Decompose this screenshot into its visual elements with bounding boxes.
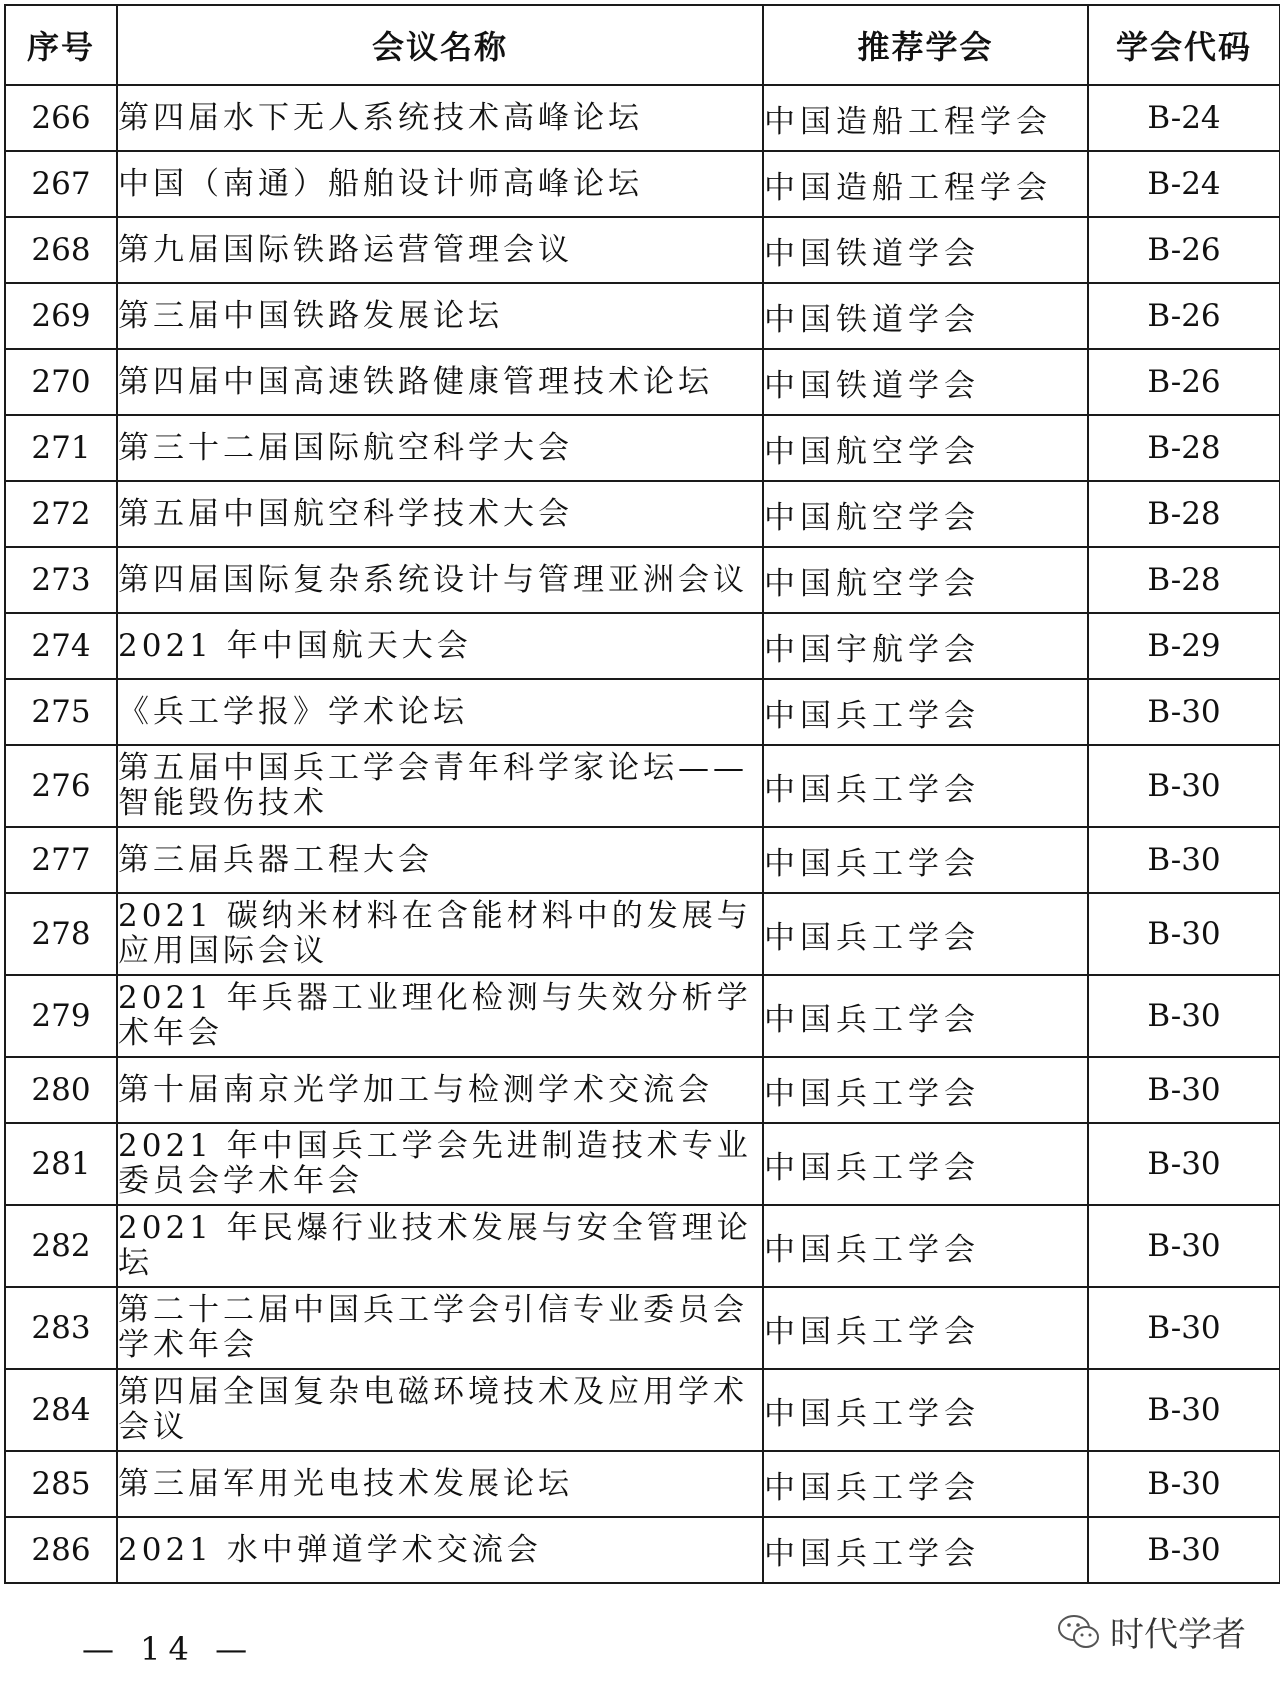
- cell-society: 中国兵工学会: [763, 975, 1088, 1057]
- cell-name: 第四届全国复杂电磁环境技术及应用学术会议: [117, 1369, 763, 1451]
- cell-society: 中国兵工学会: [763, 1287, 1088, 1369]
- cell-code: B-30: [1088, 1369, 1280, 1451]
- table-row: [5, 85, 1280, 151]
- cell-code: B-30: [1088, 1057, 1280, 1123]
- table-row: [5, 679, 1280, 745]
- header-code: 学会代码: [1088, 5, 1280, 85]
- cell-code: B-30: [1088, 679, 1280, 745]
- cell-no: 282: [5, 1205, 117, 1287]
- cell-name: 中国（南通）船舶设计师高峰论坛: [117, 151, 763, 217]
- header-no: 序号: [5, 5, 117, 85]
- table-row: [5, 613, 1280, 679]
- cell-no: 276: [5, 745, 117, 827]
- table-row: [5, 1451, 1280, 1517]
- cell-society: 中国兵工学会: [763, 1369, 1088, 1451]
- cell-no: 279: [5, 975, 117, 1057]
- cell-name: 第三届中国铁路发展论坛: [117, 283, 763, 349]
- table-header-row: [5, 5, 1280, 85]
- cell-no: 275: [5, 679, 117, 745]
- cell-name: 2021 年中国兵工学会先进制造技术专业委员会学术年会: [117, 1123, 763, 1205]
- cell-society: 中国兵工学会: [763, 1517, 1088, 1583]
- cell-society: 中国铁道学会: [763, 217, 1088, 283]
- cell-name: 第二十二届中国兵工学会引信专业委员会学术年会: [117, 1287, 763, 1369]
- cell-society: 中国铁道学会: [763, 349, 1088, 415]
- table-row: [5, 151, 1280, 217]
- cell-no: 274: [5, 613, 117, 679]
- cell-society: 中国铁道学会: [763, 283, 1088, 349]
- cell-code: B-30: [1088, 1123, 1280, 1205]
- table-body: [5, 85, 1280, 1583]
- cell-society: 中国兵工学会: [763, 1123, 1088, 1205]
- cell-name: 2021 年中国航天大会: [117, 613, 763, 679]
- cell-code: B-26: [1088, 217, 1280, 283]
- cell-society: 中国宇航学会: [763, 613, 1088, 679]
- cell-society: 中国兵工学会: [763, 1451, 1088, 1517]
- cell-no: 281: [5, 1123, 117, 1205]
- cell-name: 第五届中国航空科学技术大会: [117, 481, 763, 547]
- conference-table: [4, 4, 1280, 1584]
- table-row: [5, 283, 1280, 349]
- cell-name: 第十届南京光学加工与检测学术交流会: [117, 1057, 763, 1123]
- table-row: [5, 893, 1280, 975]
- cell-name: 第四届中国高速铁路健康管理技术论坛: [117, 349, 763, 415]
- cell-code: B-28: [1088, 547, 1280, 613]
- cell-society: 中国造船工程学会: [763, 85, 1088, 151]
- cell-code: B-30: [1088, 975, 1280, 1057]
- cell-name: 第九届国际铁路运营管理会议: [117, 217, 763, 283]
- cell-code: B-30: [1088, 827, 1280, 893]
- table-row: [5, 827, 1280, 893]
- cell-code: B-24: [1088, 85, 1280, 151]
- cell-name: 第四届水下无人系统技术高峰论坛: [117, 85, 763, 151]
- cell-society: 中国兵工学会: [763, 679, 1088, 745]
- cell-code: B-28: [1088, 481, 1280, 547]
- cell-no: 277: [5, 827, 117, 893]
- cell-code: B-30: [1088, 1517, 1280, 1583]
- cell-no: 270: [5, 349, 117, 415]
- cell-no: 285: [5, 1451, 117, 1517]
- table-row: [5, 1369, 1280, 1451]
- table-row: [5, 1123, 1280, 1205]
- cell-name: 第三届兵器工程大会: [117, 827, 763, 893]
- table-row: [5, 975, 1280, 1057]
- cell-no: 278: [5, 893, 117, 975]
- cell-code: B-26: [1088, 283, 1280, 349]
- table-row: [5, 1205, 1280, 1287]
- cell-society: 中国航空学会: [763, 481, 1088, 547]
- cell-code: B-28: [1088, 415, 1280, 481]
- header-society: 推荐学会: [763, 5, 1088, 85]
- cell-name: 《兵工学报》学术论坛: [117, 679, 763, 745]
- watermark-text: 时代学者: [1110, 1615, 1246, 1655]
- cell-society: 中国兵工学会: [763, 893, 1088, 975]
- cell-society: 中国造船工程学会: [763, 151, 1088, 217]
- cell-name: 第四届国际复杂系统设计与管理亚洲会议: [117, 547, 763, 613]
- cell-name: 第三届军用光电技术发展论坛: [117, 1451, 763, 1517]
- cell-code: B-30: [1088, 745, 1280, 827]
- table-row: [5, 745, 1280, 827]
- cell-no: 267: [5, 151, 117, 217]
- cell-code: B-29: [1088, 613, 1280, 679]
- watermark: [1056, 1607, 1246, 1656]
- cell-no: 269: [5, 283, 117, 349]
- cell-no: 280: [5, 1057, 117, 1123]
- cell-no: 273: [5, 547, 117, 613]
- cell-no: 268: [5, 217, 117, 283]
- cell-name: 2021 碳纳米材料在含能材料中的发展与应用国际会议: [117, 893, 763, 975]
- cell-no: 283: [5, 1287, 117, 1369]
- table-row: [5, 217, 1280, 283]
- cell-code: B-30: [1088, 1451, 1280, 1517]
- cell-name: 第五届中国兵工学会青年科学家论坛——智能毁伤技术: [117, 745, 763, 827]
- table-row: [5, 1517, 1280, 1583]
- table-row: [5, 1287, 1280, 1369]
- cell-society: 中国航空学会: [763, 547, 1088, 613]
- cell-society: 中国兵工学会: [763, 1057, 1088, 1123]
- table-row: [5, 415, 1280, 481]
- cell-society: 中国兵工学会: [763, 745, 1088, 827]
- cell-no: 272: [5, 481, 117, 547]
- cell-society: 中国兵工学会: [763, 827, 1088, 893]
- cell-code: B-26: [1088, 349, 1280, 415]
- wechat-icon: [1056, 1612, 1102, 1652]
- table-row: [5, 547, 1280, 613]
- cell-society: 中国兵工学会: [763, 1205, 1088, 1287]
- cell-name: 2021 水中弹道学术交流会: [117, 1517, 763, 1583]
- cell-name: 第三十二届国际航空科学大会: [117, 415, 763, 481]
- cell-code: B-30: [1088, 893, 1280, 975]
- table-row: [5, 481, 1280, 547]
- cell-no: 271: [5, 415, 117, 481]
- cell-name: 2021 年民爆行业技术发展与安全管理论坛: [117, 1205, 763, 1287]
- cell-code: B-30: [1088, 1287, 1280, 1369]
- cell-code: B-30: [1088, 1205, 1280, 1287]
- cell-no: 284: [5, 1369, 117, 1451]
- cell-no: 266: [5, 85, 117, 151]
- table-row: [5, 1057, 1280, 1123]
- cell-name: 2021 年兵器工业理化检测与失效分析学术年会: [117, 975, 763, 1057]
- cell-no: 286: [5, 1517, 117, 1583]
- header-name: 会议名称: [117, 5, 763, 85]
- cell-code: B-24: [1088, 151, 1280, 217]
- cell-society: 中国航空学会: [763, 415, 1088, 481]
- table-row: [5, 349, 1280, 415]
- page-number: — 14 —: [82, 1630, 256, 1668]
